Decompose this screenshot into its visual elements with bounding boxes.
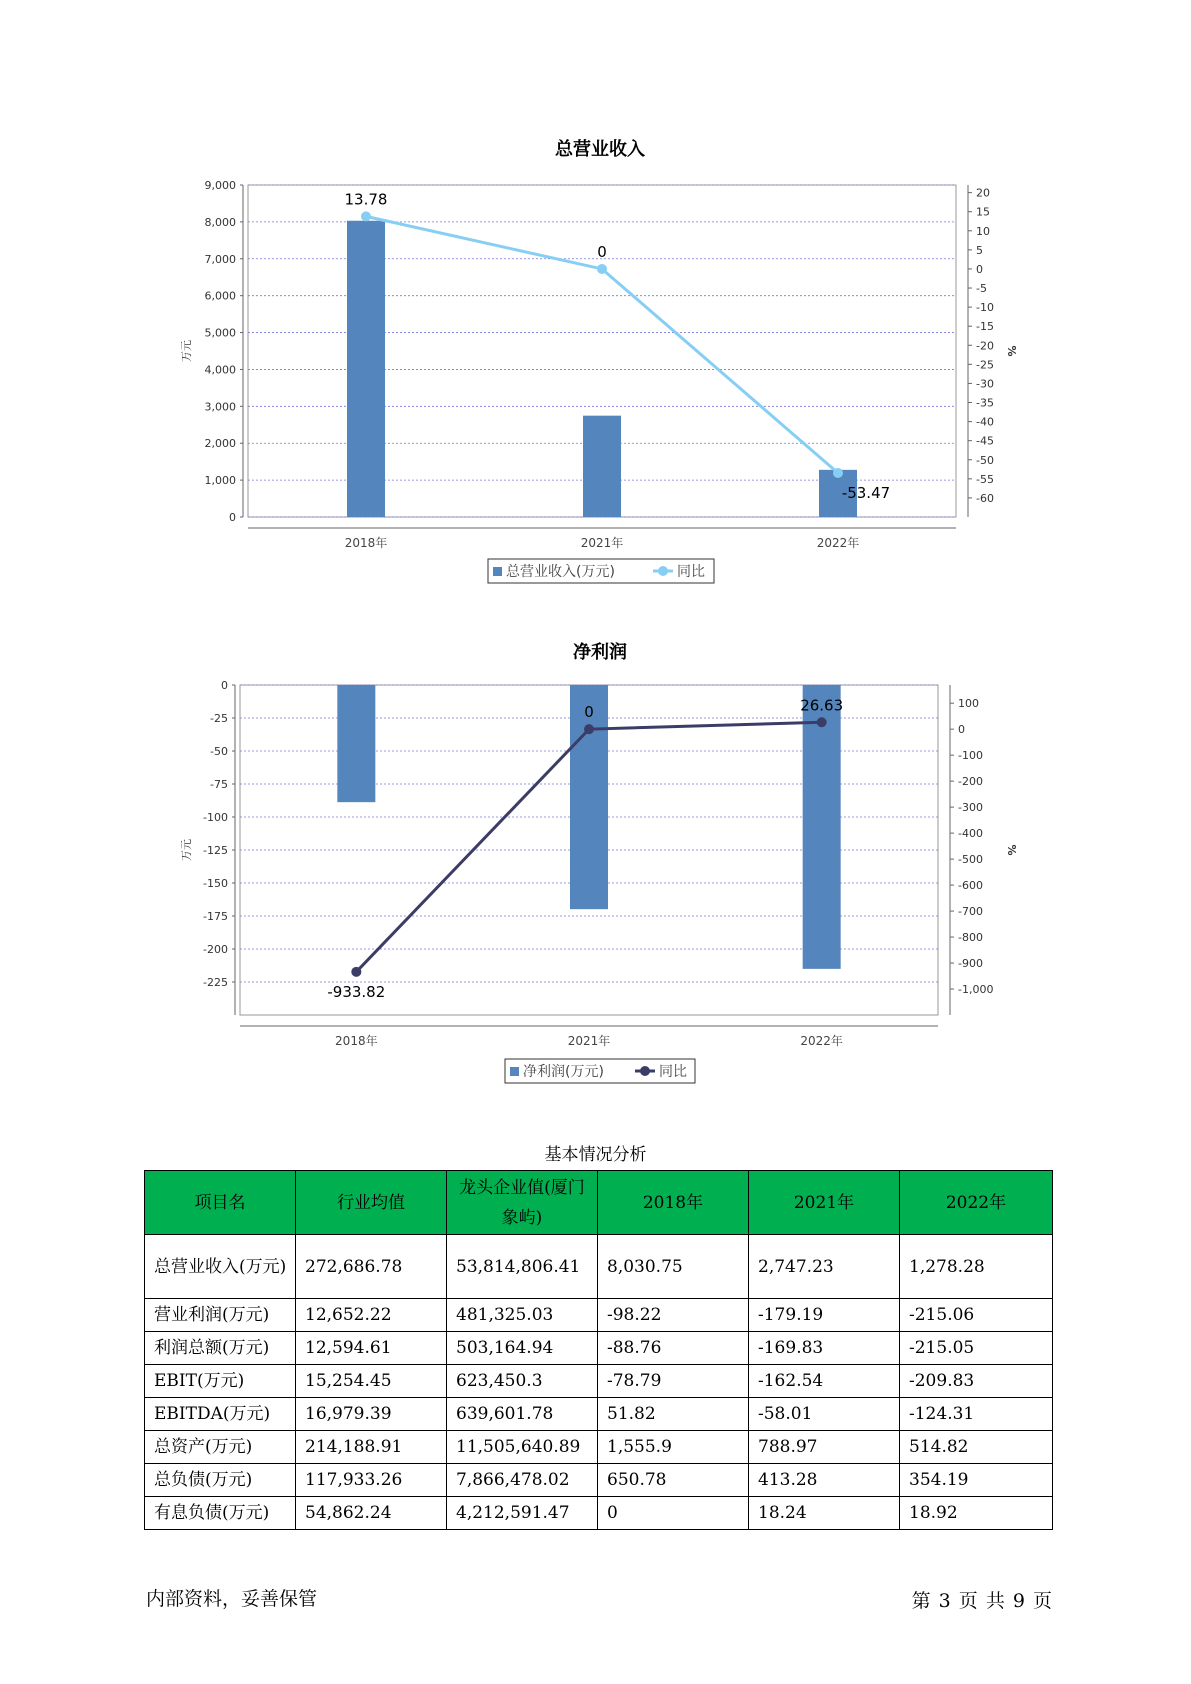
- y-tick-label: 7,000: [204, 252, 236, 266]
- table-cell: 481,325.03: [447, 1299, 598, 1332]
- table-row: [145, 1497, 1053, 1530]
- legend: [505, 1059, 695, 1083]
- table-cell: 18.24: [749, 1497, 900, 1530]
- data-label: 13.78: [344, 190, 388, 209]
- table-row: [145, 1365, 1053, 1398]
- table-title: 基本情况分析: [544, 1145, 647, 1165]
- legend-label-line: 同比: [677, 564, 705, 580]
- legend-label-line: 同比: [659, 1064, 687, 1080]
- y2-tick-label: 5: [976, 243, 983, 257]
- table-cell: 8,030.75: [598, 1235, 749, 1299]
- y2-tick-label: -15: [976, 320, 994, 334]
- legend-line-marker: [640, 1066, 650, 1076]
- row-label-cell: 利润总额(万元): [145, 1332, 296, 1365]
- y-tick-label: -125: [203, 844, 228, 857]
- revenue-chart: [0, 130, 1191, 610]
- y2-tick-label: -40: [976, 415, 994, 429]
- y-tick-label: -25: [210, 712, 228, 725]
- footer-page-number: 第 3 页 共 9 页: [911, 1590, 1053, 1612]
- table-row: [145, 1398, 1053, 1431]
- legend-bar-swatch: [510, 1067, 519, 1076]
- x-tick-label: 2022年: [800, 1034, 843, 1048]
- table-row: [145, 1431, 1053, 1464]
- y-tick-label: -200: [203, 943, 228, 956]
- table-cell: -209.83: [900, 1365, 1053, 1398]
- legend-label-bar: 净利润(万元): [523, 1064, 604, 1080]
- line-point: [584, 724, 594, 734]
- table-header-cell: 2021年: [749, 1171, 900, 1235]
- y-tick-label: 0: [221, 679, 228, 692]
- table-cell: 54,862.24: [296, 1497, 447, 1530]
- y-tick-label: 2,000: [204, 437, 236, 451]
- y2-tick-label: -55: [976, 472, 994, 486]
- table-cell: 788.97: [749, 1431, 900, 1464]
- y2-tick-label: 15: [976, 205, 990, 219]
- table-cell: -78.79: [598, 1365, 749, 1398]
- line-point: [817, 717, 827, 727]
- table-cell: 16,979.39: [296, 1398, 447, 1431]
- y-tick-label: -50: [210, 745, 228, 758]
- table-cell: -88.76: [598, 1332, 749, 1365]
- table-cell: 4,212,591.47: [447, 1497, 598, 1530]
- table-cell: 272,686.78: [296, 1235, 447, 1299]
- table-cell: -179.19: [749, 1299, 900, 1332]
- y2-tick-label: -200: [958, 775, 983, 789]
- y-tick-label: 1,000: [204, 474, 236, 488]
- line-point: [597, 264, 607, 274]
- table-cell: 12,652.22: [296, 1299, 447, 1332]
- bar: [583, 416, 621, 517]
- y2-tick-label: -900: [958, 957, 983, 971]
- table-cell: 12,594.61: [296, 1332, 447, 1365]
- table-cell: 18.92: [900, 1497, 1053, 1530]
- y-tick-label: 8,000: [204, 215, 236, 229]
- table-cell: 623,450.3: [447, 1365, 598, 1398]
- table-cell: 53,814,806.41: [447, 1235, 598, 1299]
- y2-tick-label: -500: [958, 853, 983, 867]
- table-header-cell: 项目名: [145, 1171, 296, 1235]
- y-tick-label: 0: [229, 511, 236, 524]
- row-label-cell: 总资产(万元): [145, 1431, 296, 1464]
- row-label-cell: EBIT(万元): [145, 1365, 296, 1398]
- legend-bar-swatch: [493, 567, 502, 576]
- y2-tick-label: 0: [976, 262, 983, 276]
- table-cell: 2,747.23: [749, 1235, 900, 1299]
- table-cell: -58.01: [749, 1398, 900, 1431]
- y2-axis-title: %: [1005, 844, 1018, 856]
- y-tick-label: 6,000: [204, 289, 236, 303]
- y2-axis-title: %: [1005, 345, 1018, 357]
- table-cell: 1,278.28: [900, 1235, 1053, 1299]
- data-label: -53.47: [841, 484, 891, 503]
- legend-label-bar: 总营业收入(万元): [506, 564, 615, 580]
- y2-tick-label: -800: [958, 931, 983, 945]
- table-cell: 51.82: [598, 1398, 749, 1431]
- row-label-cell: 总负债(万元): [145, 1464, 296, 1497]
- line-point: [351, 967, 361, 977]
- y2-tick-label: -20: [976, 339, 994, 353]
- basic-analysis-table: [144, 1170, 1053, 1530]
- table-row: [145, 1332, 1053, 1365]
- x-tick-label: 2021年: [580, 536, 624, 550]
- table-header-row: [145, 1171, 1053, 1235]
- y-tick-label: -100: [203, 811, 228, 824]
- y2-tick-label: 20: [976, 186, 990, 200]
- x-tick-label: 2018年: [335, 1034, 378, 1048]
- table-cell: 514.82: [900, 1431, 1053, 1464]
- footer-confidential-note: 内部资料，妥善保管: [146, 1588, 318, 1610]
- data-label: 0: [597, 242, 607, 261]
- table-header-cell: 2018年: [598, 1171, 749, 1235]
- chart-title: 净利润: [573, 642, 627, 663]
- bar: [803, 685, 841, 969]
- table-cell: 413.28: [749, 1464, 900, 1497]
- table-header-cell: 龙头企业值(厦门象屿): [447, 1171, 598, 1235]
- x-tick-label: 2022年: [816, 536, 860, 550]
- table-cell: 1,555.9: [598, 1431, 749, 1464]
- table-cell: 7,866,478.02: [447, 1464, 598, 1497]
- table-header-cell: 2022年: [900, 1171, 1053, 1235]
- line-point: [361, 211, 371, 221]
- y-tick-label: 9,000: [204, 179, 236, 192]
- y-tick-label: -175: [203, 910, 228, 923]
- table-cell: -124.31: [900, 1398, 1053, 1431]
- y-tick-label: -150: [203, 877, 228, 890]
- table-row: [145, 1235, 1053, 1299]
- legend: [488, 559, 714, 583]
- table-header-cell: 行业均值: [296, 1171, 447, 1235]
- y2-tick-label: -45: [976, 434, 994, 448]
- data-label: 26.63: [800, 696, 844, 715]
- y-tick-label: 4,000: [204, 363, 236, 377]
- y2-tick-label: -50: [976, 453, 994, 467]
- y2-tick-label: 0: [958, 723, 965, 737]
- y-tick-label: 5,000: [204, 326, 236, 340]
- y2-tick-label: -5: [976, 282, 987, 296]
- row-label-cell: 营业利润(万元): [145, 1299, 296, 1332]
- table-cell: -215.05: [900, 1332, 1053, 1365]
- y2-tick-label: -60: [976, 491, 994, 505]
- row-label-cell: 总营业收入(万元): [145, 1235, 296, 1299]
- table-cell: -215.06: [900, 1299, 1053, 1332]
- table-cell: 639,601.78: [447, 1398, 598, 1431]
- y2-tick-label: -400: [958, 827, 983, 841]
- y2-tick-label: -1,000: [958, 983, 994, 997]
- y-axis-title: 万元: [180, 839, 193, 861]
- y2-tick-label: -600: [958, 879, 983, 893]
- table-cell: -162.54: [749, 1365, 900, 1398]
- y2-tick-label: -10: [976, 301, 994, 315]
- legend-line-marker: [658, 566, 668, 576]
- y2-tick-label: -35: [976, 396, 994, 410]
- y-tick-label: 3,000: [204, 400, 236, 414]
- y2-tick-label: -300: [958, 801, 983, 815]
- bar: [347, 221, 385, 517]
- table-cell: -98.22: [598, 1299, 749, 1332]
- row-label-cell: 有息负债(万元): [145, 1497, 296, 1530]
- table-row: [145, 1299, 1053, 1332]
- table-cell: 117,933.26: [296, 1464, 447, 1497]
- table-cell: 11,505,640.89: [447, 1431, 598, 1464]
- line-point: [833, 468, 843, 478]
- data-label: -933.82: [327, 982, 386, 1001]
- table-cell: 15,254.45: [296, 1365, 447, 1398]
- net-profit-chart: [0, 630, 1191, 1100]
- table-cell: -169.83: [749, 1332, 900, 1365]
- table-body: [145, 1235, 1053, 1530]
- y2-tick-label: 10: [976, 224, 990, 238]
- bar: [337, 685, 375, 802]
- y-tick-label: -75: [210, 778, 228, 791]
- table-row: [145, 1464, 1053, 1497]
- y2-tick-label: -700: [958, 905, 983, 919]
- x-tick-label: 2018年: [344, 536, 388, 550]
- table-cell: 214,188.91: [296, 1431, 447, 1464]
- data-label: 0: [584, 703, 594, 722]
- x-tick-label: 2021年: [567, 1034, 611, 1048]
- y2-tick-label: -25: [976, 358, 994, 372]
- table-cell: 0: [598, 1497, 749, 1530]
- y2-tick-label: -30: [976, 377, 994, 391]
- y2-tick-label: -100: [958, 749, 983, 763]
- table-cell: 354.19: [900, 1464, 1053, 1497]
- y-tick-label: -225: [203, 976, 228, 989]
- table-cell: 503,164.94: [447, 1332, 598, 1365]
- chart-title: 总营业收入: [555, 139, 645, 160]
- y2-tick-label: 100: [958, 697, 979, 711]
- row-label-cell: EBITDA(万元): [145, 1398, 296, 1431]
- table-cell: 650.78: [598, 1464, 749, 1497]
- y-axis-title: 万元: [180, 340, 193, 362]
